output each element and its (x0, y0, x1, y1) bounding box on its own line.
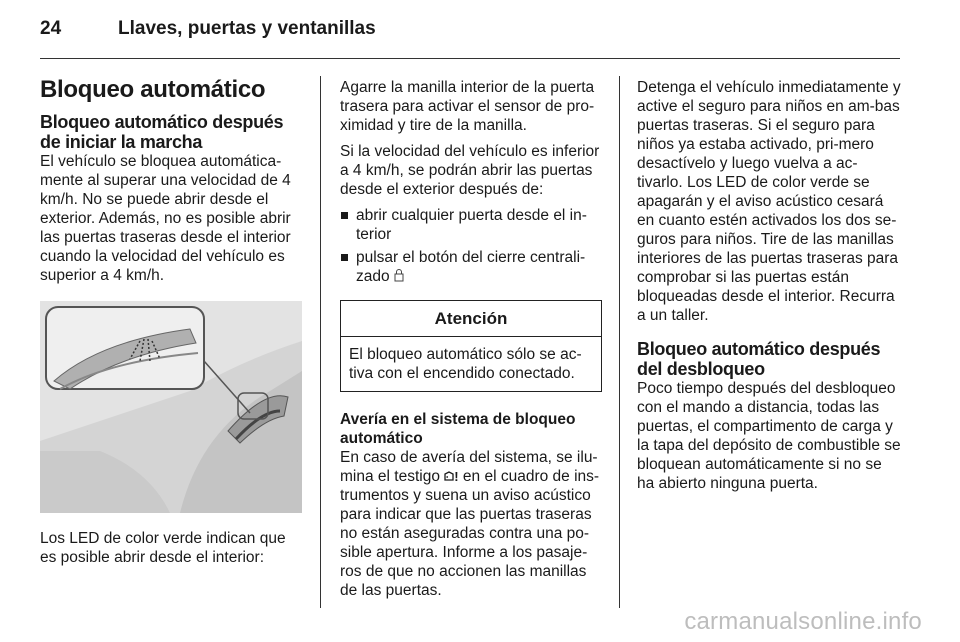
door-handle-drawing (40, 301, 302, 513)
lock-icon (394, 268, 404, 282)
door-warning-icon: ! (444, 467, 458, 486)
column-3 (637, 78, 902, 500)
condition-list (340, 206, 602, 286)
section-title: Bloqueo automático (40, 76, 266, 103)
column-divider-left (320, 76, 321, 608)
watermark: carmanualsonline.info (684, 608, 922, 635)
paragraph-relock: Poco tiempo después del desbloqueo con el mando a distancia, todas las puertas, el compartimento de carga y la tapa del depósito de combustible se bloquean automáticamente si no se ha abierto ninguna puerta. (637, 380, 901, 492)
paragraph-led-indicator: Los LED de color verde indican que es posible abrir desde el interior: (40, 530, 286, 566)
fault-heading: Avería en el sistema de bloqueo automático (340, 411, 576, 447)
paragraph-speed-condition: Si la velocidad del vehículo es inferior a 4 km/h, se podrán abrir las puertas desde el exterior después de: (340, 143, 600, 198)
column-2 (340, 78, 602, 607)
column-divider-right (619, 76, 620, 608)
paragraph-rear-handle: Agarre la manilla interior de la puerta trasera para activar el sensor de pro-ximidad y tire de la manilla. (340, 79, 595, 134)
paragraph-child-lock: Detenga el vehículo inmediatamente y active el seguro para niños en am-bas puertas traseras. Si el seguro para niños ya estaba activado, pri-mero desactívelo y luego vuelva a ac-tivarlo. Los LED de color verde se apagarán y el aviso acústico cesará en cuanto estén activados los dos se-guros para niños. Tire de las manillas interiores de las puertas traseras para comprobar si las puertas están bloqueadas desde el interior. Recurra a un taller. (637, 79, 901, 324)
page-header (40, 18, 900, 59)
notice-box (340, 300, 602, 392)
paragraph-fault: En caso de avería del sistema, se ilu-mina el testigo ! en el cuadro de ins-trumentos y suena un aviso acústico para indicar que las puertas traseras no están aseguradas contra una po-sible apertura. Informe a los pasaje-ros de que no accionen las manillas de las puertas. (340, 449, 600, 599)
column-1 (40, 76, 306, 574)
door-handle-illustration (40, 301, 302, 513)
subheading-after-start: Bloqueo automático después de iniciar la marcha (40, 112, 284, 152)
page-number: 24 (40, 18, 62, 39)
list-item: pulsar el botón del cierre centrali-zado (340, 248, 602, 286)
notice-title: Atención (341, 301, 601, 337)
subheading-after-unlock: Bloqueo automático después del desbloqueo (637, 339, 881, 379)
list-item: abrir cualquier puerta desde el in-terior (340, 206, 602, 244)
paragraph-auto-lock: El vehículo se bloquea automática-mente al superar una velocidad de 4 km/h. No se puede abrir desde el exterior. Además, no es posible abrir las puertas traseras desde el interior cuando la velocidad del vehículo es superior a 4 km/h. (40, 153, 291, 284)
chapter-title: Llaves, puertas y ventanillas (118, 18, 376, 39)
notice-body: El bloqueo automático sólo se ac-tiva con el encendido conectado. (349, 346, 582, 382)
